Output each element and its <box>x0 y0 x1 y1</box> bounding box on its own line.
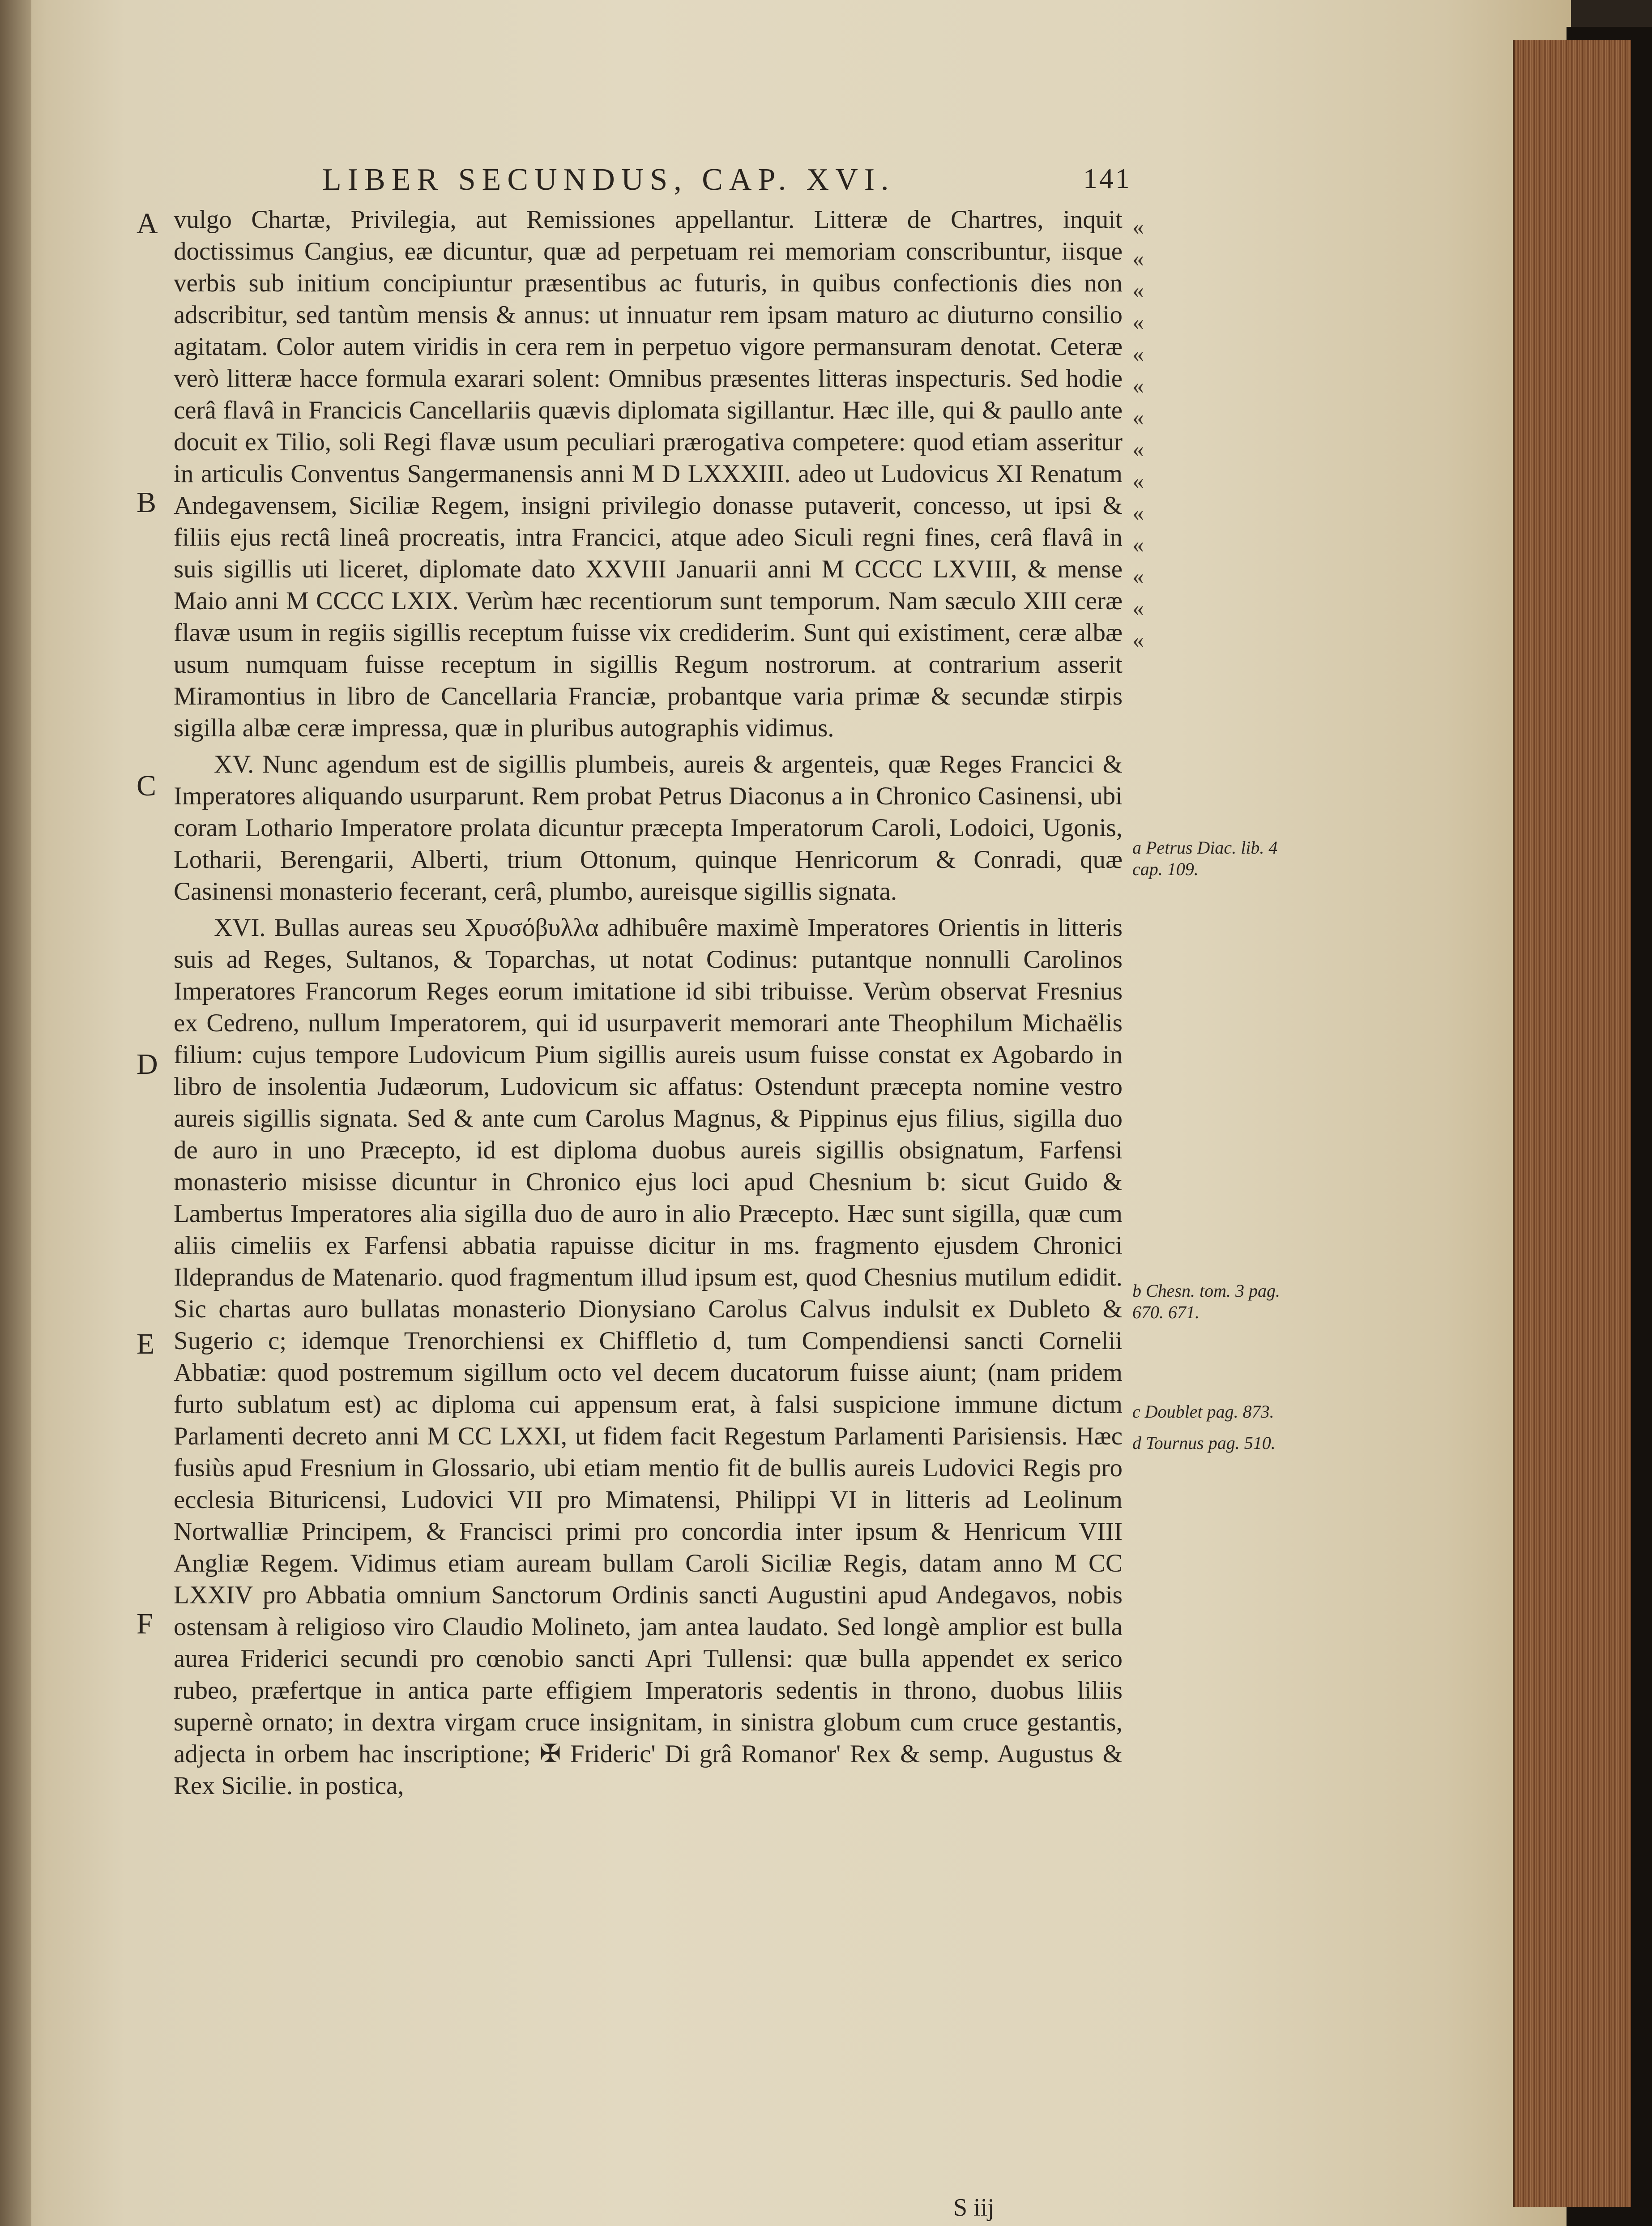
margin-note-c: c Doublet pag. 873. <box>1132 1401 1274 1422</box>
quote-mark: « <box>1132 596 1144 621</box>
margin-note-a: a Petrus Diac. lib. 4 cap. 109. <box>1132 837 1278 879</box>
page-number: 141 <box>1083 162 1131 194</box>
margin-letter-d: D <box>137 1048 158 1081</box>
quote-mark: « <box>1132 373 1144 399</box>
quote-mark: « <box>1132 628 1144 653</box>
quote-mark: « <box>1132 214 1144 240</box>
quote-mark: « <box>1132 246 1144 272</box>
quote-mark: « <box>1132 500 1144 526</box>
quote-mark: « <box>1132 532 1144 558</box>
paragraph-xvi: XVI. Bullas aureas seu Χρυσόβυλλα adhibuêre maximè Imperatores Orientis in litteris suis ad Reges, Sultanos, & Toparchas, ut notat Codinus: putantque nonnulli Carolinos Imperatores Francorum Reges eorum imitatione id sibi tribuisse. Verùm observat Fresnius ex Cedreno, nullum Imperatorem, qui id usurpaverit memorari ante Theophilum Michaëlis filium: cujus tempore Ludovicum Pium sigillis aureis usum fuisse constat ex Agobardo in libro de insolentia Judæorum, Ludovicum sic affatus: Ostendunt præcepta nomine vestro aureis sigillis signata. Sed & ante cum Carolus Magnus, & Pippinus ejus filius, sigilla duo de auro in uno Præcepto, id est diploma duobus aureis sigillis obsignatum, Farfensi monasterio misisse dicuntur in Chronico ejus loci apud Chesnium b: sicut Guido & Lambertus Imperatores alia sigilla duo de auro in alio Præcepto. Hæc sunt sigilla, quæ cum aliis cimeliis ex Farfensi abbatia rapuisse dicitur in ms. fragmento ejusdem Chronici Ildeprandus de Matenario. quod fragmentum illud ipsum est, quod Chesnius mutilum edidit. Sic chartas auro bullatas monasterio Dionysiano Carolus Calvus indulsit ex Dubleto & Sugerio c; idemque Trenorchiensi ex Chiffletio d, tum Compendiensi sancti Cornelii Abbatiæ: quod postremum sigillum octo vel decem ducatorum fuisse aiunt; (nam pridem furto sublatum est) ac diploma cui appensum erat, à falsi suspicione immune dictum Parlamenti decreto anni M CC LXXI, ut fidem facit Regestum Parlamenti Parisiensis. Hæc fusiùs apud Fresnium in Glossario, ubi etiam mentio fit de bullis aureis Ludovici Regis pro ecclesia Bituricensi, Ludovici VII pro Mimatensi, Philippi VI in litteris ad Leolinum Nortwalliæ Principem, & Francisci primi pro concordia inter ipsum & Henricum VIII Angliæ Regem. Vidimus etiam auream bullam Caroli Siciliæ Regis, datam anno M CC LXXIV pro Abbatia omnium Sanctorum Ordinis sancti Augustini apud Andegavos, nobis ostensam à religioso viro Claudio Molineto, jam antea laudato. Sed longè amplior est bulla aurea Friderici secundi pro cœnobio sancti Apri Tullensi: quæ bulla appendet ex serico rubeo, præfertque in antica parte effigiem Imperatoris sedentis in throno, duobus liliis supernè ornato; in dextra virgam cruce insignitam, in sinistra globum cum cruce gestantis, adjecta in orbem hac inscriptione; ✠ Frideric' Di grâ Romanor' Rex & semp. Augustus & Rex Sicilie. in postica, <box>174 914 1123 1800</box>
paragraph-continuation: vulgo Chartæ, Privilegia, aut Remissiones appellantur. Litteræ de Chartres, inquit doctissimus Cangius, eæ dicuntur, quæ ad perpetuam rei memoriam conscribuntur, iisque verbis sub initium concipiuntur præsentibus ac futuris, in quibus confectionis dies non adscribitur, sed tantùm mensis & annus: ut innuatur rem ipsam maturo ac diuturno consilio agitatam. Color autem viridis in cera rem in perpetuo vigore permansuram denotat. Ceteræ verò litteræ hacce formula exarari solent: Omnibus præsentes litteras inspecturis. Sed hodie cerâ flavâ in Francicis Cancellariis quævis diplomata sigillantur. Hæc ille, qui & paullo ante docuit ex Tilio, soli Regi flavæ usum peculiari prærogativa competere: quod etiam asseritur in articulis Conventus Sangermanensis anni M D LXXXIII. adeo ut Ludovicus XI Renatum Andegavensem, Siciliæ Regem, insigni privilegio donasse putaverit, concesso, ut ipsi & filiis ejus rectâ lineâ procreatis, intra Francici, atque adeo Siculi regni fines, cerâ flavâ in suis sigillis uti liceret, diplomate dato XXVIII Januarii anni M CCCC LXVIII, & mense Maio anni M CCCC LXIX. Verùm hæc recentiorum sunt temporum. Nam sæculo XIII ceræ flavæ usum in regiis sigillis receptum fuisse vix crediderim. Sunt qui existiment, ceræ albæ usum numquam fuisse receptum in sigillis Regum nostrorum. at contrarium asserit Miramontius in libro de Cancellaria Franciæ, probantque varia primæ & secundæ stirpis sigilla albæ ceræ impressa, quæ in pluribus autographis vidimus. <box>174 205 1123 742</box>
quotation-marks-column <box>1132 211 1159 656</box>
paragraph-xv: XV. Nunc agendum est de sigillis plumbeis, aureis & argenteis, quæ Reges Francici & Imperatores aliquando usurparunt. Rem probat Petrus Diaconus a in Chronico Casinensi, ubi coram Lothario Imperatore prolata dicuntur præcepta Imperatorum Caroli, Lodoici, Ugonis, Lotharii, Berengarii, Alberti, trium Ottonum, quinque Henricorum & Conradi, quæ Casinensi monasterio fecerant, cerâ, plumbo, aureisque sigillis signata. <box>174 750 1123 906</box>
quote-mark: « <box>1132 342 1144 367</box>
book-fore-edge <box>1513 40 1631 2207</box>
quote-mark: « <box>1132 278 1144 303</box>
page-gutter <box>0 0 31 2226</box>
margin-letter-a: A <box>137 207 158 240</box>
running-title: LIBER SECUNDUS, CAP. XVI. <box>322 162 895 197</box>
quote-mark: « <box>1132 437 1144 462</box>
running-header <box>322 162 1244 207</box>
quote-mark: « <box>1132 310 1144 335</box>
quote-mark: « <box>1132 564 1144 590</box>
quote-mark: « <box>1132 405 1144 431</box>
main-text <box>174 204 1123 1806</box>
margin-letter-b: B <box>137 486 157 519</box>
margin-note-d: d Tournus pag. 510. <box>1132 1433 1276 1453</box>
margin-note-b: b Chesn. tom. 3 pag. 670. 671. <box>1132 1281 1280 1322</box>
quote-mark: « <box>1132 469 1144 494</box>
signature-mark: S iij <box>953 2194 995 2222</box>
margin-letter-e: E <box>137 1328 155 1360</box>
margin-letter-c: C <box>137 769 157 802</box>
margin-letter-f: F <box>137 1607 153 1640</box>
